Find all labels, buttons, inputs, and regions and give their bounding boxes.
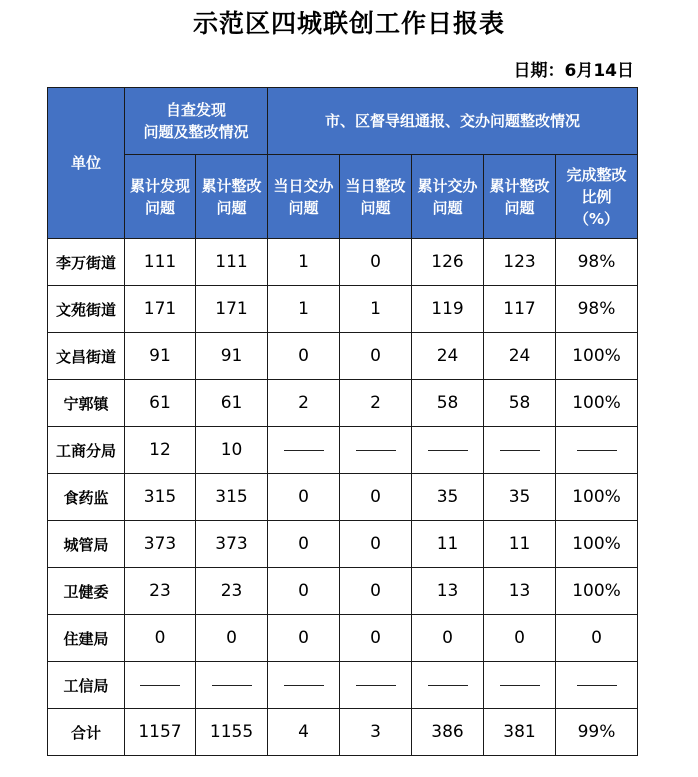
value-cell: 0 xyxy=(340,333,412,380)
value-cell: 373 xyxy=(125,521,196,568)
header-self-check-group: 自查发现 问题及整改情况 xyxy=(125,88,268,155)
value-cell: 91 xyxy=(125,333,196,380)
value-cell: 100% xyxy=(556,333,638,380)
value-cell: 0 xyxy=(268,521,340,568)
empty-dash xyxy=(284,685,324,686)
value-cell: 0 xyxy=(556,615,638,662)
value-cell: 100% xyxy=(556,380,638,427)
table-row xyxy=(48,380,638,427)
value-cell: 100% xyxy=(556,521,638,568)
value-cell xyxy=(268,427,340,474)
empty-dash xyxy=(577,685,617,686)
value-cell: 100% xyxy=(556,568,638,615)
value-cell: 12 xyxy=(125,427,196,474)
empty-dash xyxy=(284,450,324,451)
header-supervision-group: 市、区督导组通报、交办问题整改情况 xyxy=(268,88,638,155)
empty-dash xyxy=(212,685,252,686)
value-cell xyxy=(125,662,196,709)
unit-cell: 文昌街道 xyxy=(48,333,125,380)
unit-cell: 李万街道 xyxy=(48,239,125,286)
table-row xyxy=(48,286,638,333)
header-cumulative-fixed-supervision: 累计整改 问题 xyxy=(484,155,556,239)
table-row xyxy=(48,427,638,474)
value-cell: 1 xyxy=(268,286,340,333)
unit-cell: 文苑街道 xyxy=(48,286,125,333)
value-cell: 13 xyxy=(484,568,556,615)
value-cell: 119 xyxy=(412,286,484,333)
table-row xyxy=(48,662,638,709)
value-cell: 24 xyxy=(412,333,484,380)
value-cell xyxy=(412,427,484,474)
value-cell: 24 xyxy=(484,333,556,380)
value-cell: 117 xyxy=(484,286,556,333)
empty-dash xyxy=(356,450,396,451)
value-cell xyxy=(340,662,412,709)
value-cell: 171 xyxy=(196,286,268,333)
value-cell: 1 xyxy=(340,286,412,333)
value-cell: 1 xyxy=(268,239,340,286)
table-row xyxy=(48,615,638,662)
empty-dash xyxy=(500,685,540,686)
value-cell: 98% xyxy=(556,286,638,333)
value-cell: 23 xyxy=(125,568,196,615)
value-cell: 315 xyxy=(196,474,268,521)
unit-cell: 宁郭镇 xyxy=(48,380,125,427)
report-title: 示范区四城联创工作日报表 xyxy=(192,9,505,38)
table-row xyxy=(48,474,638,521)
value-cell: 0 xyxy=(340,239,412,286)
value-cell: 10 xyxy=(196,427,268,474)
value-cell: 0 xyxy=(340,521,412,568)
value-cell: 1155 xyxy=(196,709,268,756)
value-cell xyxy=(556,427,638,474)
value-cell: 1157 xyxy=(125,709,196,756)
value-cell: 0 xyxy=(125,615,196,662)
value-cell: 373 xyxy=(196,521,268,568)
value-cell: 11 xyxy=(412,521,484,568)
value-cell: 111 xyxy=(125,239,196,286)
report-table xyxy=(47,87,638,756)
value-cell: 35 xyxy=(412,474,484,521)
value-cell xyxy=(412,662,484,709)
unit-cell: 合计 xyxy=(48,709,125,756)
value-cell: 35 xyxy=(484,474,556,521)
value-cell: 171 xyxy=(125,286,196,333)
unit-cell: 食药监 xyxy=(48,474,125,521)
value-cell: 111 xyxy=(196,239,268,286)
value-cell: 315 xyxy=(125,474,196,521)
value-cell xyxy=(484,662,556,709)
unit-cell: 工信局 xyxy=(48,662,125,709)
value-cell: 61 xyxy=(196,380,268,427)
table-row xyxy=(48,568,638,615)
empty-dash xyxy=(428,450,468,451)
header-daily-fixed: 当日整改 问题 xyxy=(340,155,412,239)
table-row xyxy=(48,709,638,756)
empty-dash xyxy=(500,450,540,451)
value-cell: 99% xyxy=(556,709,638,756)
header-cumulative-found: 累计发现 问题 xyxy=(125,155,196,239)
header-cumulative-fixed: 累计整改 问题 xyxy=(196,155,268,239)
empty-dash xyxy=(356,685,396,686)
table-row xyxy=(48,333,638,380)
value-cell: 100% xyxy=(556,474,638,521)
value-cell: 2 xyxy=(340,380,412,427)
value-cell xyxy=(484,427,556,474)
unit-cell: 工商分局 xyxy=(48,427,125,474)
value-cell xyxy=(556,662,638,709)
header-unit: 单位 xyxy=(48,88,125,239)
empty-dash xyxy=(428,685,468,686)
value-cell: 23 xyxy=(196,568,268,615)
unit-cell: 城管局 xyxy=(48,521,125,568)
unit-cell: 卫健委 xyxy=(48,568,125,615)
report-date: 日期：6月14日 xyxy=(513,61,634,81)
value-cell: 3 xyxy=(340,709,412,756)
value-cell: 0 xyxy=(268,333,340,380)
value-cell: 2 xyxy=(268,380,340,427)
value-cell: 98% xyxy=(556,239,638,286)
table-row xyxy=(48,239,638,286)
header-cumulative-assigned: 累计交办 问题 xyxy=(412,155,484,239)
value-cell xyxy=(196,662,268,709)
value-cell: 58 xyxy=(484,380,556,427)
value-cell: 0 xyxy=(340,568,412,615)
value-cell: 0 xyxy=(268,615,340,662)
value-cell: 0 xyxy=(268,474,340,521)
value-cell: 386 xyxy=(412,709,484,756)
value-cell: 58 xyxy=(412,380,484,427)
empty-dash xyxy=(577,450,617,451)
empty-dash xyxy=(140,685,180,686)
header-completion-ratio: 完成整改 比例 （%） xyxy=(556,155,638,239)
value-cell: 0 xyxy=(412,615,484,662)
header-daily-assigned: 当日交办 问题 xyxy=(268,155,340,239)
value-cell: 126 xyxy=(412,239,484,286)
value-cell: 123 xyxy=(484,239,556,286)
value-cell: 4 xyxy=(268,709,340,756)
value-cell: 0 xyxy=(268,568,340,615)
value-cell: 0 xyxy=(196,615,268,662)
value-cell: 91 xyxy=(196,333,268,380)
value-cell: 0 xyxy=(484,615,556,662)
table-row xyxy=(48,521,638,568)
value-cell xyxy=(268,662,340,709)
value-cell: 11 xyxy=(484,521,556,568)
value-cell: 0 xyxy=(340,474,412,521)
value-cell: 61 xyxy=(125,380,196,427)
value-cell: 13 xyxy=(412,568,484,615)
unit-cell: 住建局 xyxy=(48,615,125,662)
value-cell xyxy=(340,427,412,474)
value-cell: 381 xyxy=(484,709,556,756)
value-cell: 0 xyxy=(340,615,412,662)
